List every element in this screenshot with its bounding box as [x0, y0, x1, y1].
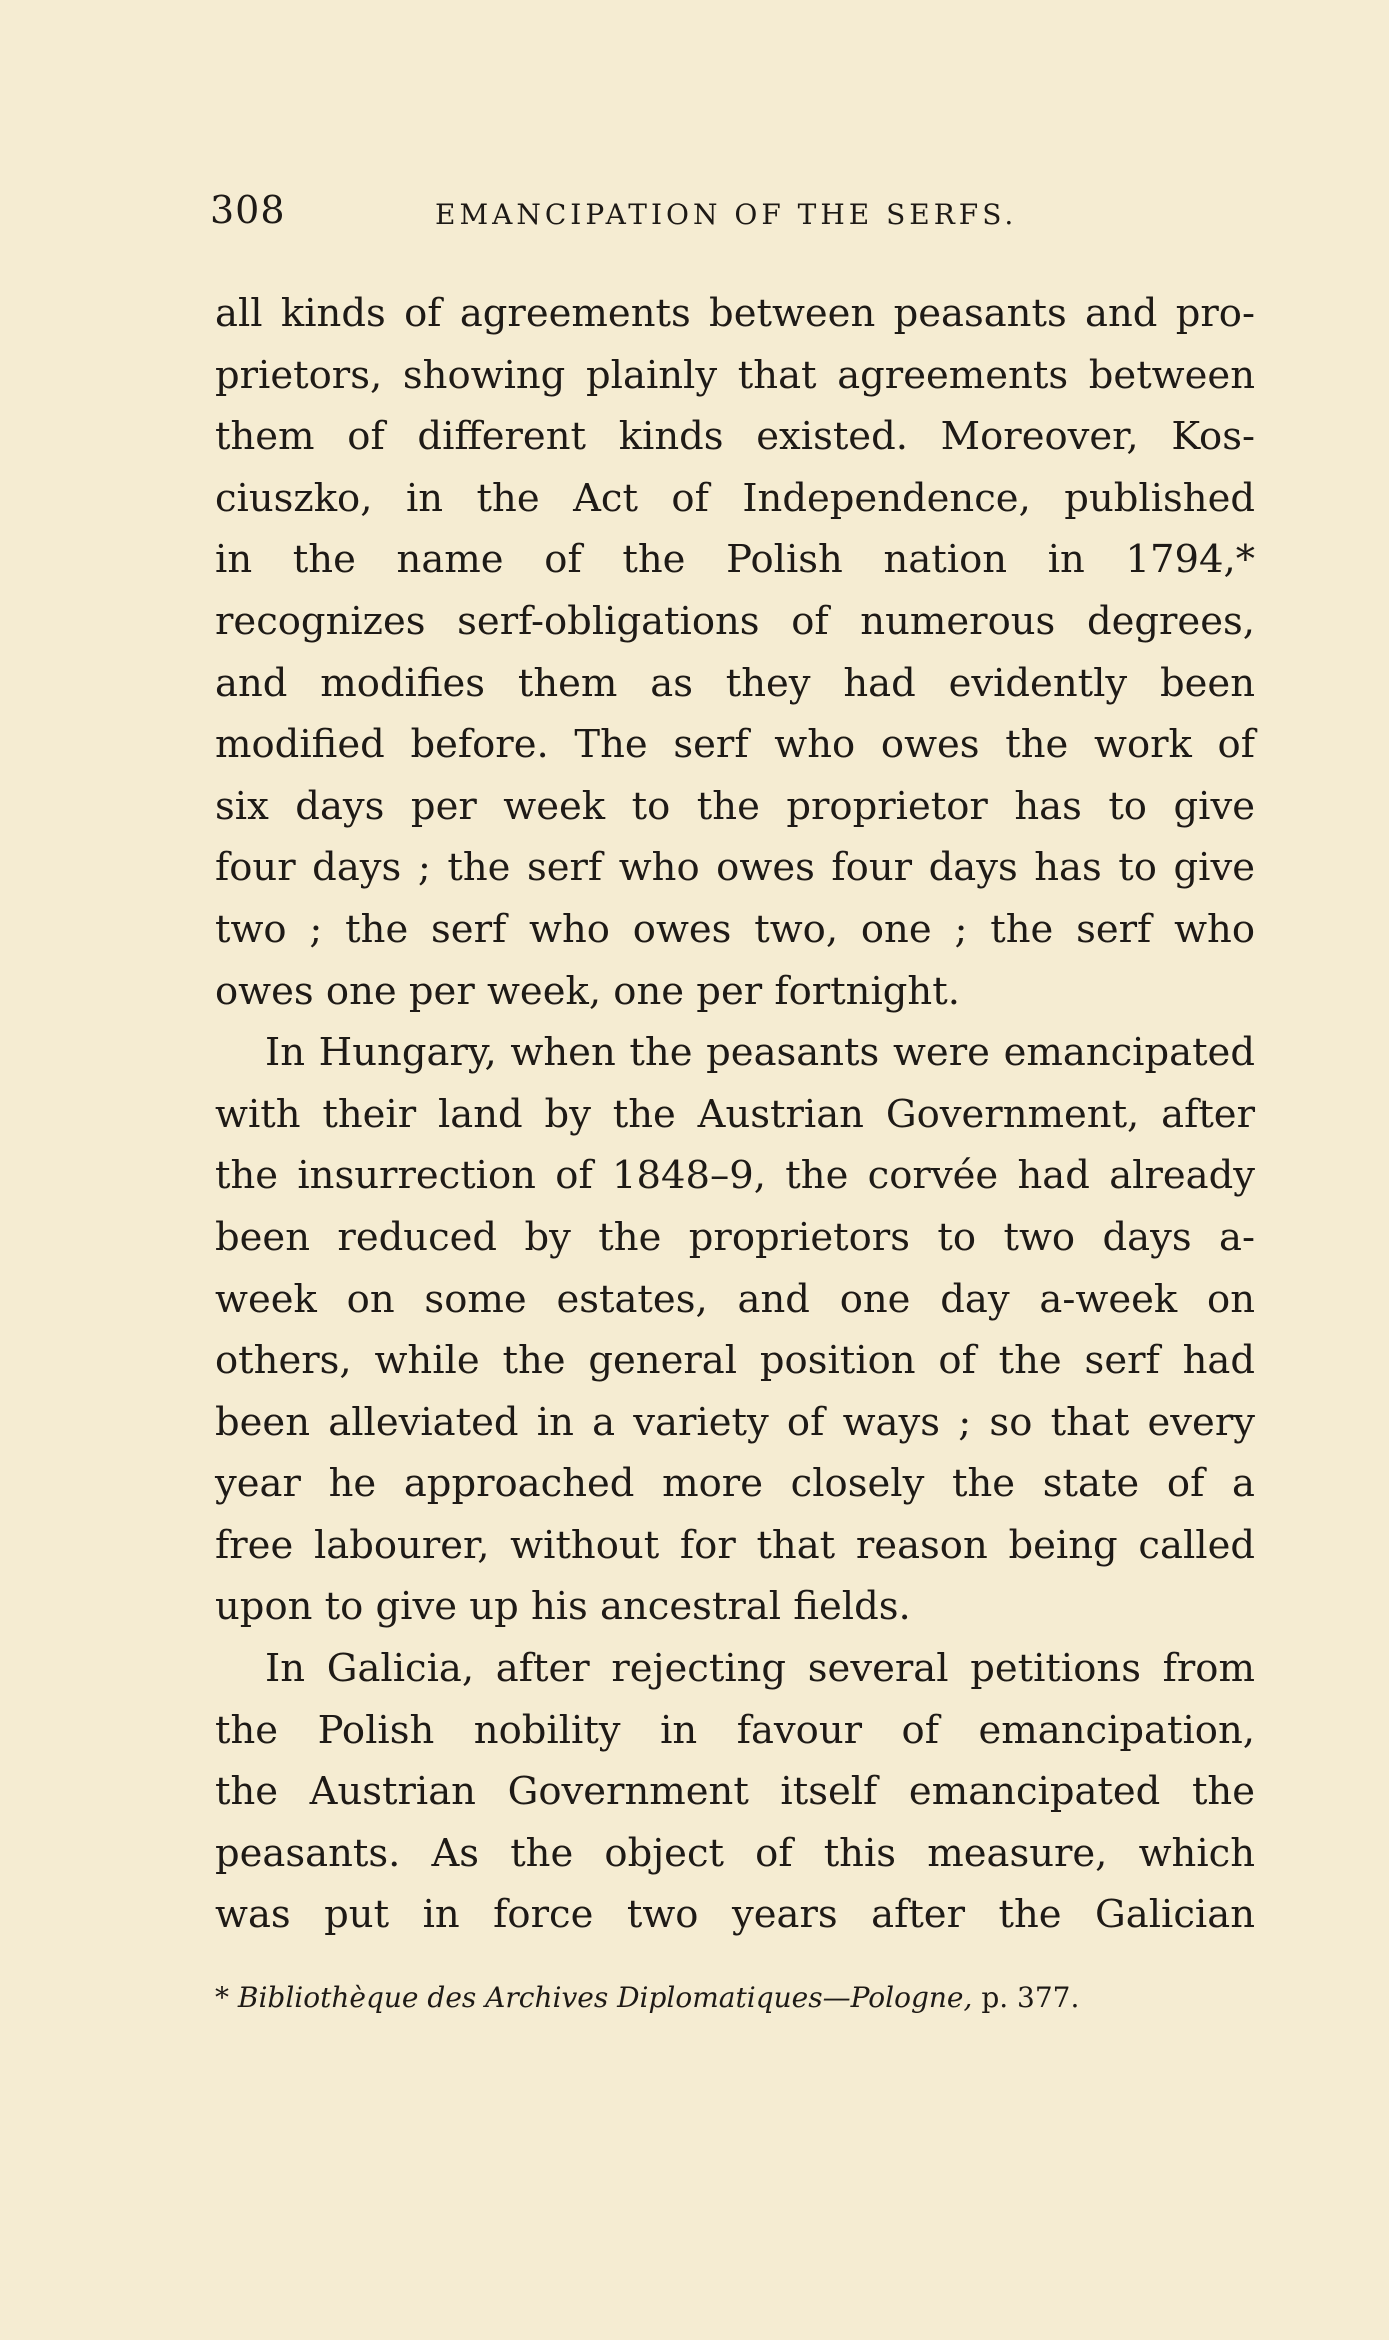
text-line: the Austrian Government itself emancipated the [215, 1769, 1255, 1815]
text-line: owes one per week, one per fortnight. [215, 968, 960, 1014]
page-number: 308 [210, 188, 286, 232]
text-line: with their land by the Austrian Government, after [215, 1091, 1255, 1137]
text-line: all kinds of agreements between peasants and pro- [215, 291, 1255, 336]
text-line: and modifies them as they had evidently been [215, 660, 1255, 706]
text-line: free labourer, without for that reason being called [215, 1522, 1255, 1568]
text-line: ciuszko, in the Act of Independence, published [215, 475, 1255, 521]
text-line: recognizes serf-obligations of numerous degrees, [215, 598, 1255, 644]
body-text [215, 283, 1255, 1946]
text-line: year he approached more closely the state of a [215, 1461, 1255, 1507]
text-line: the Polish nobility in favour of emancipation, [215, 1707, 1255, 1753]
footnote-page-ref: p. 377. [981, 1981, 1080, 2014]
text-line: upon to give up his ancestral fields. [215, 1584, 911, 1630]
text-line: others, while the general position of the serf had [215, 1338, 1255, 1384]
footnote-text: * Bibliothèque des Archives Diplomatiques—Pologne, [215, 1981, 973, 2014]
text-line: been reduced by the proprietors to two days a- [215, 1214, 1255, 1260]
text-line: week on some estates, and one day a-week on [215, 1276, 1255, 1322]
text-line: them of different kinds existed. Moreover, Kos- [215, 414, 1255, 460]
footnote [215, 1978, 1255, 2018]
text-line: modified before. The serf who owes the work of [215, 722, 1255, 768]
running-head [210, 180, 1250, 250]
paragraph-start-line: In Galicia, after rejecting several petitions from [265, 1646, 1255, 1692]
text-line: the insurrection of 1848–9, the corvée had already [215, 1153, 1255, 1199]
paragraph-start-line: In Hungary, when the peasants were emancipated [265, 1030, 1255, 1076]
text-line: two ; the serf who owes two, one ; the serf who [215, 906, 1255, 952]
text-line: six days per week to the proprietor has to give [215, 783, 1255, 829]
text-line: was put in force two years after the Galician [215, 1892, 1255, 1938]
chapter-title: EMANCIPATION OF THE SERFS. [435, 198, 1018, 231]
text-line: been alleviated in a variety of ways ; so that every [215, 1399, 1255, 1445]
text-line: prietors, showing plainly that agreements between [215, 352, 1255, 398]
text-line: four days ; the serf who owes four days has to give [215, 845, 1255, 891]
text-line: peasants. As the object of this measure, which [215, 1830, 1255, 1876]
text-line: in the name of the Polish nation in 1794,* [215, 537, 1255, 583]
